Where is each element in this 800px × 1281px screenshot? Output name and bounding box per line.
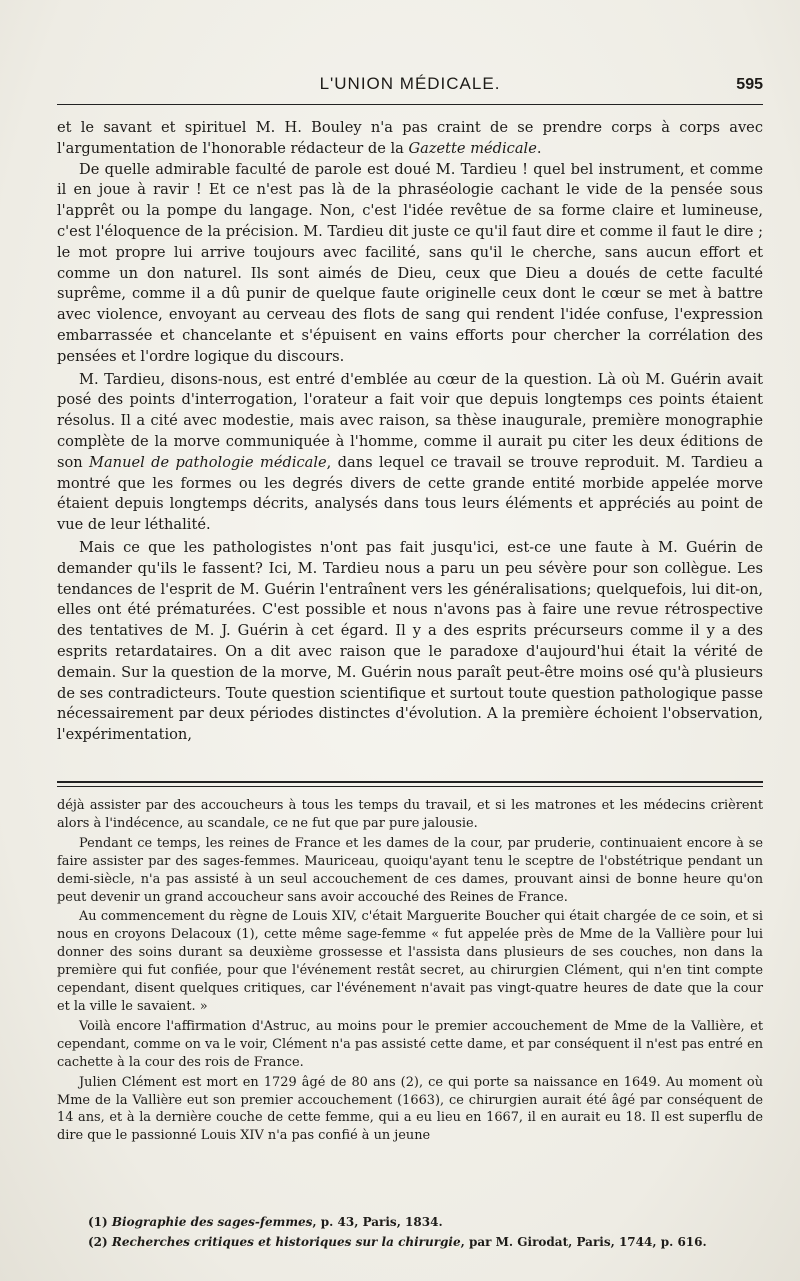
paragraph: et le savant et spirituel M. H. Bouley n'a pas craint de se prendre corps à corps avec l'argumentation de l'honorable rédacteur de la Gazette médicale.: [57, 119, 763, 157]
main-text: [57, 118, 763, 746]
note-paragraph: Julien Clément est mort en 1729 âgé de 80 ans (2), ce qui porte sa naissance en 1649. Au moment où Mme de la Vallière eut son premier accouchement (1663), ce chirurgien aurait été âgé par conséquent de 14 ans, et à la dernière couche de cette femme, qui a eu lieu en 1667, il en aurait eu 18. Il est superflu de dire que le passionné Louis XIV n'a pas confié à un jeune: [57, 1074, 763, 1144]
continued-note: [57, 797, 763, 1145]
running-header: [57, 72, 763, 100]
page-number: 595: [736, 76, 763, 93]
footnote: (2) Recherches critiques et historiques sur la chirurgie, par M. Girodat, Paris, 1744, p. 616.: [88, 1235, 707, 1249]
footnote: (1) Biographie des sages-femmes, p. 43, Paris, 1834.: [88, 1215, 443, 1229]
paragraph: Mais ce que les pathologistes n'ont pas fait jusqu'ici, est-ce une faute à M. Guérin de demander qu'ils le fassent? Ici, M. Tardieu nous a paru un peu sévère pour son collègue. Les tendances de l'esprit de M. Guérin l'entraînent vers les généralisations; quelquefois, lui dit-on, elles ont été prématurées. C'est possible et nous n'avons pas à faire une revue rétrospective des tentatives de M. J. Guérin à cet égard. Il y a des esprits précurseurs comme il y a des esprits retardataires. On a dit avec raison que le paradoxe d'aujourd'hui était la vérité de demain. Sur la question de la morve, M. Guérin nous paraît peut-être moins osé qu'à plusieurs de ses contradicteurs. Toute question scientifique et surtout toute question pathologique passe nécessairement par deux périodes distinctes d'évolution. A la première échoient l'observation, l'expérimentation,: [57, 538, 763, 744]
note-paragraph: Au commencement du règne de Louis XIV, c'était Marguerite Boucher qui était chargée de ce soin, et si nous en croyons Delacoux (1), cette même sage-femme « fut appelée près de Mme de la Vallière pour lui donner des soins durant sa deuxième grossesse et l'assista dans plusieurs de ses couches, non dans la première qui fut confiée, pour que l'événement restât secret, au chirurgien Clément, qui n'en tint compte cependant, disent quelques critiques, car l'événement n'avait pas vingt-quatre heures de date que la cour et la ville le savaient. »: [57, 909, 763, 1014]
note-paragraph: Pendant ce temps, les reines de France et les dames de la cour, par pruderie, continuaient encore à se faire assister par des sages-femmes. Mauriceau, quoiqu'ayant tenu le sceptre de l'obstétrique pendant un demi-siècle, n'a pas assisté à un seul accouchement de ces dames, prouvant ainsi de bonne heure qu'on peut devenir un grand accoucheur sans avoir accouché des Reines de France.: [57, 835, 763, 905]
paragraph: M. Tardieu, disons-nous, est entré d'emblée au cœur de la question. Là où M. Guérin avait posé des points d'interrogation, l'orateur a fait voir que depuis longtemps ces points étaient résolus. Il a cité avec modestie, mais avec raison, sa thèse inaugurale, première monographie complète de la morve communiquée à l'homme, comme il aurait pu citer les deux éditions de son Manuel de pathologie médicale, dans lequel ce travail se trouve reproduit. M. Tardieu a montré que les formes ou les degrés divers de cette grande entité morbide appelée morve étaient depuis longtemps décrits, analysés dans tous leurs éléments et appréciés au point de vue de leur léthalité.: [57, 370, 763, 534]
header-rule: [57, 104, 763, 105]
journal-title: L'UNION MÉDICALE.: [319, 74, 501, 93]
paragraph: De quelle admirable faculté de parole est doué M. Tardieu ! quel bel instrument, et comme il en joue à ravir ! Et ce n'est pas là de la phraséologie cachant le vide de la pensée sous l'apprêt ou la pompe du langage. Non, c'est l'idée revêtue de sa forme claire et lumineuse, c'est l'éloquence de la précision. M. Tardieu dit juste ce qu'il faut dire et comme il faut le dire ; le mot propre lui arrive toujours avec facilité, sans qu'il le cherche, sans aucun effort et comme un don naturel. Ils sont aimés de Dieu, ceux que Dieu a doués de cette faculté suprême, comme il a dû punir de quelque faute originelle ceux dont le cœur se met à battre avec violence, envoyant au cerveau des flots de sang qui rendent l'idée confuse, l'expression embarrassée et chancelante et s'épuisent en vains efforts pour chercher la corrélation des pensées et l'ordre logique du discours.: [57, 160, 763, 365]
note-paragraph: Voilà encore l'affirmation d'Astruc, au moins pour le premier accouchement de Mme de la Vallière, et cependant, comme on va le voir, Clément n'a pas assisté cette dame, et par conséquent il n'est pas entré en cachette à la cour des rois de France.: [57, 1018, 763, 1070]
footnotes: [88, 1212, 748, 1252]
note-paragraph: déjà assister par des accoucheurs à tous les temps du travail, et si les matrones et les médecins crièrent alors à l'indécence, au scandale, ce ne fut que par pure jalousie.: [57, 798, 763, 831]
section-rule: [57, 781, 763, 787]
